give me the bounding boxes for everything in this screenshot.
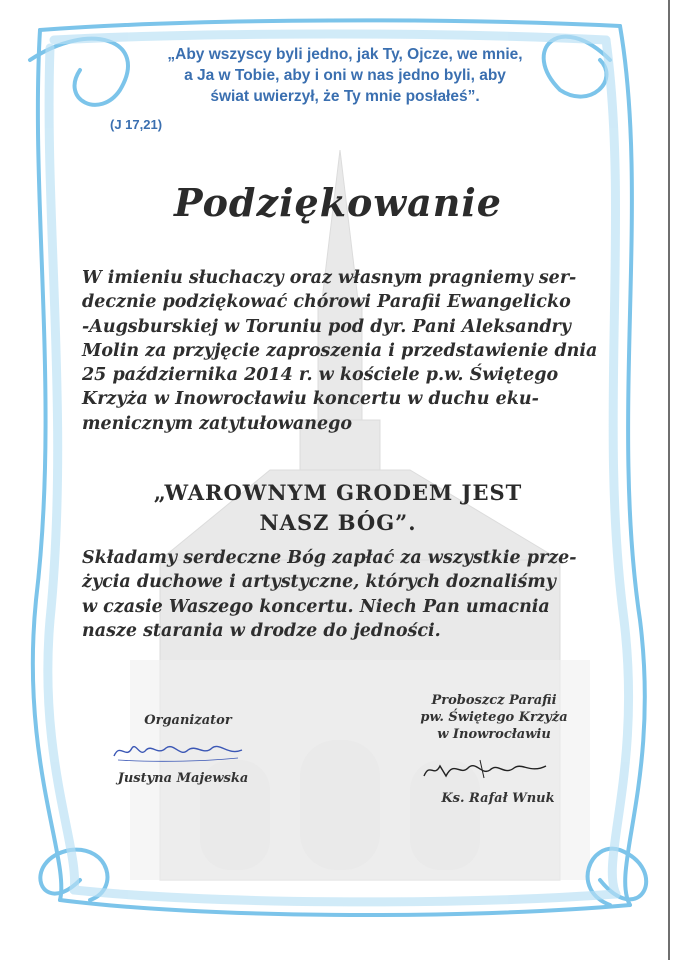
priest-title-line: pw. Świętego Krzyża bbox=[420, 710, 568, 725]
paragraph-line: Krzyża w Inowrocławiu koncertu w duchu eku- bbox=[82, 389, 539, 410]
priest-title-line: Proboszcz Parafii bbox=[431, 693, 557, 708]
page-edge bbox=[668, 0, 670, 960]
quote-line: a Ja w Tobie, aby i oni w nas jedno byli, aby bbox=[184, 67, 506, 84]
paragraph-line: w czasie Waszego koncertu. Niech Pan umacnia bbox=[82, 596, 550, 617]
paragraph-line: Molin za przyjęcie zaproszenia i przedstawienie dnia bbox=[82, 340, 598, 361]
blessing-paragraph bbox=[82, 546, 598, 643]
quote-line: świat uwierzył, że Ty mnie posłałeś”. bbox=[210, 88, 480, 105]
priest-title bbox=[404, 692, 584, 743]
paragraph-line: -Augsburskiej w Toruniu pod dyr. Pani Aleksandry bbox=[82, 316, 571, 337]
organizer-label: Organizator bbox=[144, 713, 232, 728]
concert-title-line: „WAROWNYM GRODEM JEST bbox=[153, 480, 523, 505]
paragraph-line: W imieniu słuchaczy oraz własnym pragniemy ser- bbox=[82, 268, 577, 288]
bible-quote bbox=[110, 44, 580, 107]
paragraph-line: decznie podziękować chórowi Parafii Ewangelicko bbox=[82, 292, 571, 313]
thanks-paragraph bbox=[82, 266, 598, 436]
quote-line: „Aby wszyscy byli jedno, jak Ty, Ojcze, we mnie, bbox=[167, 46, 523, 63]
organizer-name: Justyna Majewska bbox=[117, 771, 249, 786]
paragraph-line: 25 października 2014 r. w kościele p.w. Świętego bbox=[82, 365, 559, 386]
paragraph-line: Składamy serdeczne Bóg zapłać za wszystkie prze- bbox=[82, 548, 577, 568]
paragraph-line: życia duchowe i artystyczne, których doznaliśmy bbox=[82, 572, 556, 593]
priest-title-line: w Inowrocławiu bbox=[437, 727, 551, 742]
page-title: Podziękowanie bbox=[174, 180, 502, 225]
priest-name: Ks. Rafał Wnuk bbox=[441, 791, 555, 806]
priest-signature bbox=[420, 756, 550, 782]
concert-title bbox=[100, 478, 576, 538]
paragraph-line: nasze starania w drodze do jedności. bbox=[82, 620, 441, 641]
quote-reference: (J 17,21) bbox=[110, 117, 163, 132]
organizer-signature bbox=[108, 738, 248, 764]
paragraph-line: menicznym zatytułowanego bbox=[82, 413, 353, 434]
concert-title-line: NASZ BÓG”. bbox=[259, 510, 417, 535]
